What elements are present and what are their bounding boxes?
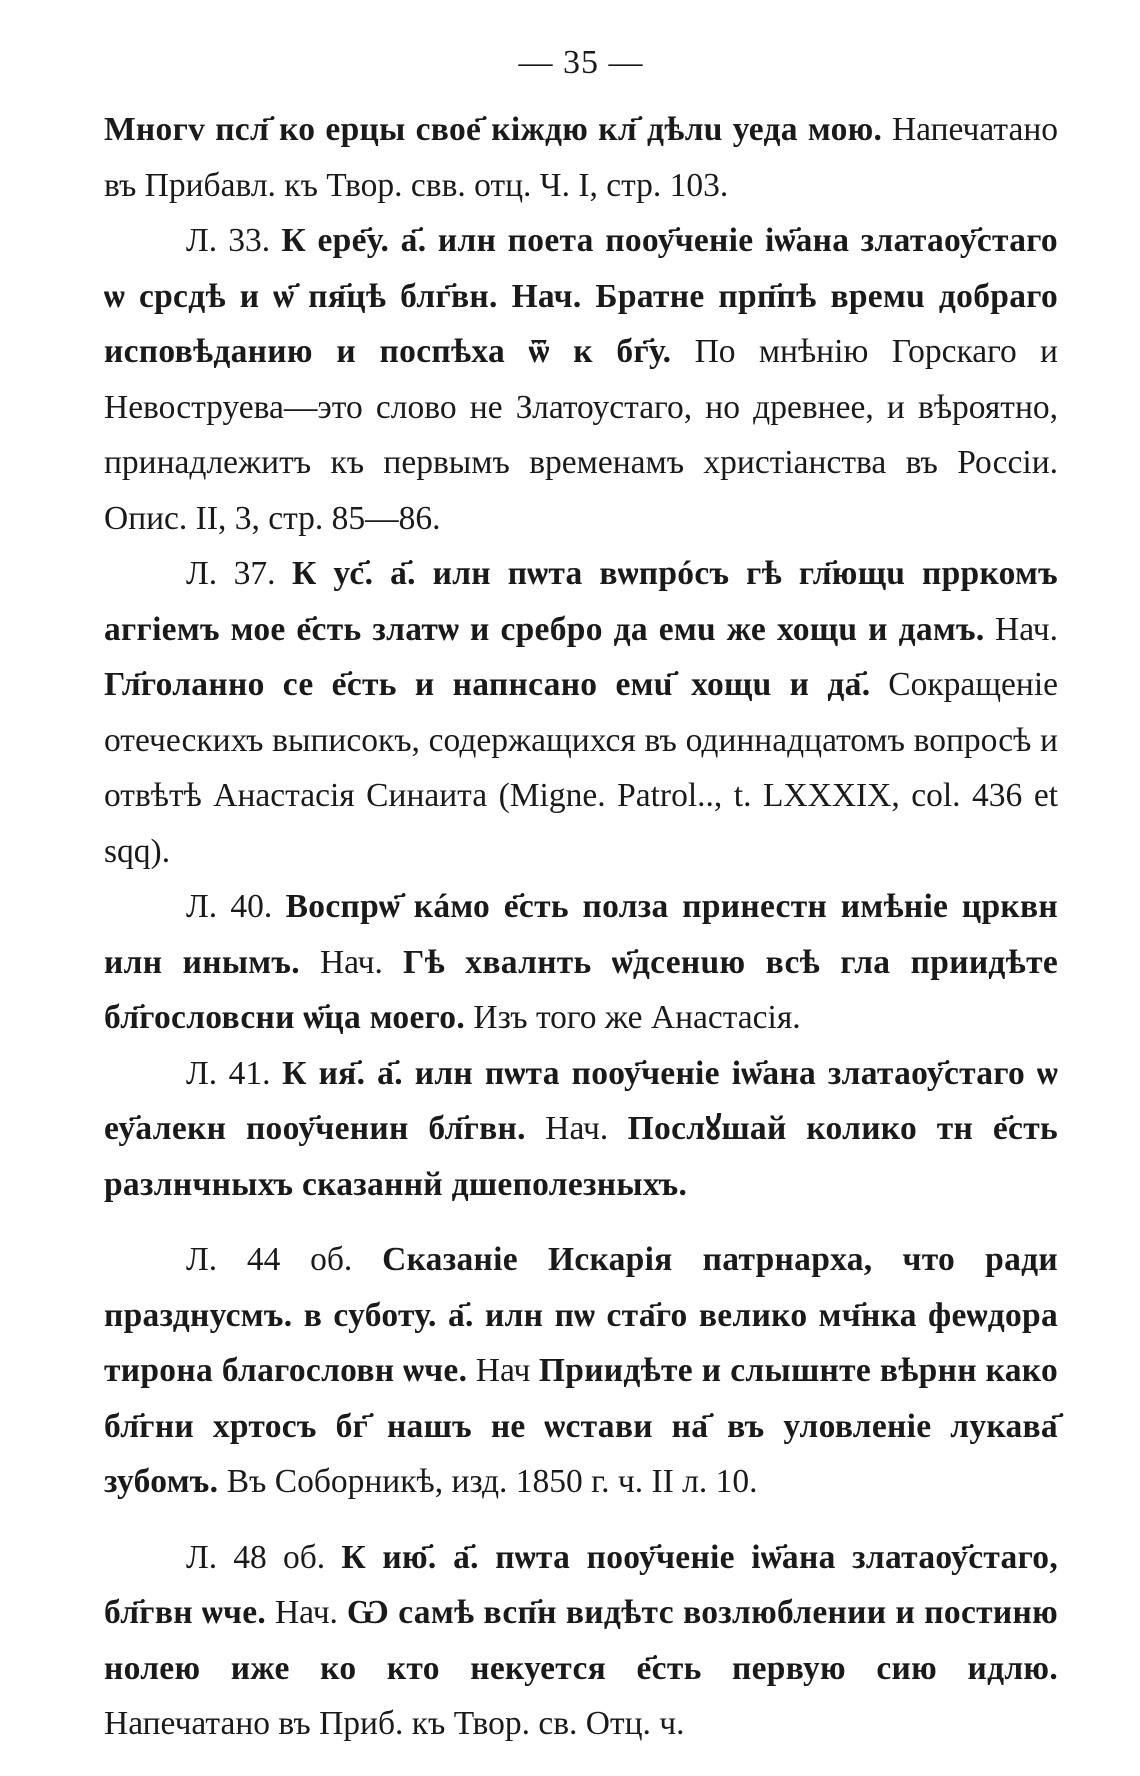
church-slavonic-quote: К ус҃. а҃. илн пѡта вѡпрóсъ гѣ гл҃ющu прркомъ аггiемъ мое е҃сть златѡ и сребро да емu же хощu и дамъ. [104,555,1058,648]
commentary-text: Нач. [299,943,403,981]
church-slavonic-quote: Гл҃голанно се е҃сть и напнсано емu҃ хощu и да҃. [104,666,871,703]
church-slavonic-quote: Приидѣте и слышнте вѣрнн како бл҃гни хртосъ бг҃ нашъ не ѡстави на҃ въ уловленiе лукава҃ зубомъ. [104,1352,1058,1500]
commentary-text: Нач. [984,610,1058,648]
paragraph-p2 [104,546,1058,879]
commentary-text: Нач. [266,1594,347,1631]
commentary-text: Въ Соборникѣ, изд. 1850 г. ч. II л. 10. [218,1463,758,1500]
page-number: — 35 — [518,44,644,81]
church-slavonic-quote: Послꙋшай колико тн е҃сть разлнчныхъ сказаннй дшеполезныхъ. [104,1110,1058,1203]
paragraph-p0 [104,102,1058,213]
commentary-text: Л. 41. [186,1054,283,1092]
commentary-text: Изъ того же Анастасiя. [465,999,801,1036]
body-text [104,102,1058,1752]
commentary-text: Л. 44 об. [186,1241,383,1278]
church-slavonic-quote: Гѣ хвалнть ѡ҃дсенuю всѣ гла приидѣте бл҃гословсни ѡ҃ца моего. [104,943,1058,1036]
paragraph-p3 [104,879,1058,1046]
church-slavonic-quote: Ѡ самѣ всп҃н видѣтс возлюблении и постиню нолею иже ко кто некуется е҃сть первую сию идлю. [104,1594,1058,1687]
church-slavonic-quote: К ию҃. а҃. пѡта пооу҃ченiе iѡ҃ана златаоу҃стаго, бл҃гвн ѡче. [104,1538,1058,1631]
commentary-text: Напечатано въ Приб. къ Твор. св. Отц. ч. [104,1705,685,1742]
paragraph-p5 [104,1232,1058,1510]
commentary-text: Л. 37. [186,555,292,592]
paragraph-p4 [104,1046,1058,1213]
commentary-text: Сокращенiе отеческихъ выписокъ, содержащихся въ одиннадцатомъ вопросѣ и отвѣтѣ Анастасiя Синаита (Migne. Patrol.., t. LXXXIX, col. 436 et sqq). [104,666,1058,870]
church-slavonic-quote: Мнoгv псл҃ ко ерцы свое҃ кiждю кл҃ дѣлu уеда мою. [104,111,883,148]
commentary-text: Напечатано въ Прибавл. къ Твор. свв. отц. Ч. I, стр. 103. [104,111,1058,204]
church-slavonic-quote: К ия҃. а҃. илн пѡта пооу҃ченiе iѡ҃ана златаоу҃стаго ѡ еу҃алекн пооу҃ченин бл҃гвн. [104,1054,1058,1147]
church-slavonic-quote: Воспрѡ҃ кáмо е҃сть полза принестн имѣнiе црквн илн инымъ. [104,888,1058,981]
commentary-text: Л. 48 об. [186,1538,342,1576]
commentary-text: Нач [467,1352,539,1389]
commentary-text: По мнѣнiю Горскаго и Невоструева—это слово не Златоустаго, но древнее, и вѣроятно, принадлежитъ къ первымъ временамъ христiанства въ Россiи. Опис. II, 3, стр. 85—86. [104,333,1058,537]
church-slavonic-quote: Сказанiе Искарiя патрнарха, что ради празднусмъ. в суботу. а҃. илн пѡ ста҃го велико мч҃нка феѡдора тирона благословн ѡче. [104,1241,1059,1389]
paragraph-p6 [104,1530,1058,1752]
commentary-text: Л. 40. [186,888,286,925]
commentary-text: Нач. [525,1110,628,1147]
paragraph-p1 [104,213,1058,546]
church-slavonic-quote: К ере҃у. а҃. илн поета пооу҃ченiе iѡ҃ана златаоу҃стаго ѡ срсдѣ и ѡ҃ пя҃цѣ блг҃вн. Нач. Братне прп҃пѣ времu добраго исповѣданию и поспѣха ѿ к бг҃у. [104,222,1058,370]
commentary-text: Л. 33. [186,222,282,259]
